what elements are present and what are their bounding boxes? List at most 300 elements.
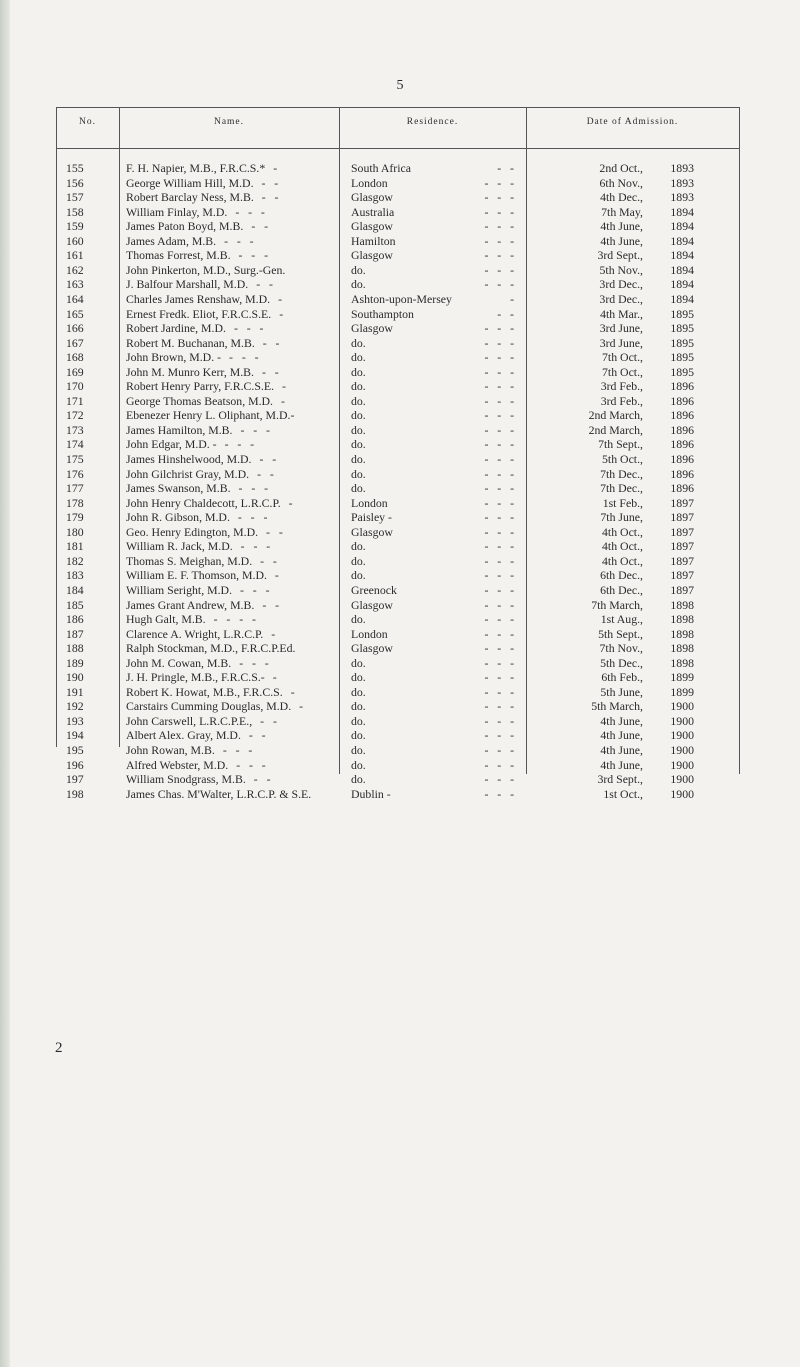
residence-leader-dashes: - - -	[484, 408, 514, 423]
cell-admission-day: 4th June,	[600, 233, 643, 248]
name-text: Thomas Forrest, M.B.	[126, 248, 231, 263]
cell-number: 186	[66, 612, 84, 627]
cell-number: 183	[66, 568, 84, 583]
residence-text: do.	[351, 655, 366, 670]
residence-leader-dashes: - - -	[484, 321, 514, 336]
name-text: William Snodgrass, M.B.	[126, 772, 246, 787]
name-leader-dashes: - -	[259, 452, 277, 466]
cell-admission-day: 4th Oct.,	[602, 553, 643, 568]
table-row	[56, 394, 740, 409]
cell-number: 163	[66, 277, 84, 292]
cell-admission-year: 1899	[670, 670, 694, 685]
name-leader-dashes: -	[281, 393, 285, 408]
cell-residence	[351, 728, 526, 743]
residence-leader-dashes: - - -	[484, 568, 514, 583]
cell-admission-year: 1893	[670, 161, 694, 175]
name-leader-dashes: - - -	[240, 582, 270, 597]
cell-residence	[351, 583, 526, 598]
residence-text: Glasgow	[351, 524, 393, 539]
cell-residence	[351, 161, 526, 176]
residence-leader-dashes: - - -	[484, 364, 514, 379]
cell-admission-day: 3rd Sept.,	[597, 248, 643, 263]
name-text: James Hamilton, M.B.	[126, 422, 233, 437]
table-row	[56, 743, 740, 758]
cell-admission-day: 5th June,	[600, 684, 643, 699]
cell-number: 170	[66, 379, 84, 394]
residence-leader-dashes: - - -	[484, 422, 514, 437]
name-leader-dashes: - -	[248, 728, 266, 743]
residence-leader-dashes: - - -	[484, 248, 514, 263]
cell-residence	[351, 437, 526, 452]
name-text: John Pinkerton, M.D., Surg.-Gen.	[126, 262, 286, 277]
name-text: Ebenezer Henry L. Oliphant, M.D.-	[126, 408, 295, 423]
cell-number: 180	[66, 524, 84, 539]
cell-residence	[351, 685, 526, 700]
cell-admission-day: 1st Oct.,	[603, 786, 643, 801]
table-row	[56, 176, 740, 191]
residence-text: do.	[351, 713, 366, 728]
residence-text: do.	[351, 437, 366, 452]
residence-text: Glasgow	[351, 641, 393, 656]
name-text: J. H. Pringle, M.B., F.R.C.S.-	[126, 670, 265, 685]
cell-number: 159	[66, 219, 84, 234]
cell-admission-year: 1900	[670, 699, 694, 714]
cell-number: 173	[66, 422, 84, 437]
cell-number: 198	[66, 786, 84, 801]
residence-text: do.	[351, 743, 366, 757]
residence-leader-dashes: - - -	[484, 495, 514, 510]
residence-leader-dashes: - - -	[484, 466, 514, 481]
name-text: Robert K. Howat, M.B., F.R.C.S.	[126, 684, 283, 699]
cell-admission-year: 1893	[670, 190, 694, 205]
cell-admission-day: 3rd June,	[599, 321, 643, 336]
name-leader-dashes: - - -	[233, 321, 264, 336]
table-row	[56, 467, 740, 482]
residence-leader-dashes: - - -	[484, 379, 514, 394]
cell-residence	[351, 699, 526, 714]
header-date-of-admission: Date of Admission.	[586, 117, 679, 127]
name-leader-dashes: - -	[261, 190, 279, 205]
residence-text: Southampton	[351, 306, 414, 321]
cell-residence	[351, 539, 526, 554]
cell-admission-year: 1900	[670, 713, 694, 728]
residence-leader-dashes: - - -	[484, 743, 514, 757]
name-leader-dashes: - -	[262, 597, 280, 612]
name-leader-dashes: -	[278, 291, 282, 306]
residence-text: Glasgow	[351, 219, 393, 234]
name-text: John M. Cowan, M.B.	[126, 655, 232, 670]
cell-admission-day: 4th June,	[600, 713, 643, 728]
cell-admission-day: 4th Dec.,	[600, 190, 643, 205]
cell-residence	[351, 350, 526, 365]
cell-admission-day: 5th Sept.,	[598, 626, 643, 641]
table-row	[56, 787, 740, 802]
cell-admission-day: 6th Dec.,	[600, 568, 643, 583]
cell-residence	[351, 190, 526, 205]
cell-number: 165	[66, 306, 84, 321]
cell-admission-day: 6th Dec.,	[600, 582, 643, 597]
cell-number: 181	[66, 539, 84, 554]
residence-text: do.	[351, 772, 366, 787]
cell-number: 176	[66, 466, 84, 481]
name-text: James Hinshelwood, M.D.	[126, 452, 252, 466]
name-text: Carstairs Cumming Douglas, M.D.	[126, 699, 292, 714]
residence-text: do.	[351, 539, 366, 554]
name-text: Ralph Stockman, M.D., F.R.C.P.Ed.	[126, 641, 296, 656]
name-text: J. Balfour Marshall, M.D.	[126, 277, 249, 292]
residence-leader-dashes: - - -	[484, 684, 514, 699]
name-text: George Thomas Beatson, M.D.	[126, 393, 274, 408]
table-row	[56, 568, 740, 583]
residence-leader-dashes: - -	[497, 161, 514, 175]
cell-number: 158	[66, 204, 84, 219]
cell-admission-year: 1897	[670, 524, 694, 539]
residence-text: Greenock	[351, 582, 397, 597]
residence-text: London	[351, 175, 388, 190]
name-leader-dashes: -	[271, 626, 276, 641]
cell-admission-day: 4th June,	[600, 757, 643, 772]
name-leader-dashes: - - -	[239, 655, 269, 670]
cell-residence	[351, 670, 526, 685]
cell-number: 195	[66, 743, 84, 757]
name-leader-dashes: - -	[261, 175, 279, 190]
cell-admission-day: 3rd Feb.,	[600, 379, 643, 394]
table-row	[56, 219, 740, 234]
table-row	[56, 234, 740, 249]
cell-residence	[351, 758, 526, 773]
table-row	[56, 714, 740, 729]
cell-admission-day: 3rd Sept.,	[597, 772, 643, 787]
residence-leader-dashes: - - -	[484, 190, 514, 205]
table-row	[56, 554, 740, 569]
residence-leader-dashes: - - -	[484, 350, 514, 365]
name-leader-dashes: - - -	[222, 743, 253, 757]
table-row	[56, 728, 740, 743]
cell-admission-day: 2nd Oct.,	[599, 161, 643, 175]
residence-leader-dashes: - - -	[484, 452, 514, 466]
cell-residence	[351, 510, 526, 525]
residence-leader-dashes: - - -	[484, 772, 514, 787]
cell-admission-day: 4th Oct.,	[602, 524, 643, 539]
cell-admission-year: 1894	[670, 277, 694, 292]
name-leader-dashes: -	[290, 684, 295, 699]
cell-residence	[351, 336, 526, 351]
cell-admission-year: 1896	[670, 452, 694, 466]
cell-admission-year: 1896	[670, 393, 694, 408]
cell-admission-day: 2nd March,	[588, 408, 643, 423]
cell-number: 157	[66, 190, 84, 205]
residence-text: do.	[351, 684, 366, 699]
table-row	[56, 583, 740, 598]
cell-admission-year: 1900	[670, 772, 694, 787]
table-row	[56, 307, 740, 322]
table-row	[56, 510, 740, 525]
cell-residence	[351, 292, 526, 307]
cell-admission-year: 1900	[670, 786, 694, 801]
table-row	[56, 263, 740, 278]
cell-number: 192	[66, 699, 84, 714]
cell-number: 196	[66, 757, 84, 772]
residence-text: do.	[351, 335, 366, 350]
printer-signature-mark: 2	[55, 1040, 63, 1056]
cell-admission-day: 2nd March,	[588, 422, 643, 437]
name-text: Clarence A. Wright, L.R.C.P.	[126, 626, 264, 641]
table-row	[56, 365, 740, 380]
residence-leader-dashes: - - -	[484, 539, 514, 554]
cell-admission-day: 3rd June,	[599, 335, 643, 350]
cell-admission-year: 1899	[670, 684, 694, 699]
cell-admission-day: 7th Dec.,	[600, 466, 643, 481]
residence-text: do.	[351, 277, 366, 292]
cell-admission-year: 1898	[670, 641, 694, 656]
table-row	[56, 248, 740, 263]
cell-admission-year: 1897	[670, 568, 694, 583]
cell-admission-year: 1895	[670, 335, 694, 350]
cell-number: 188	[66, 641, 84, 656]
residence-text: do.	[351, 612, 366, 627]
cell-residence	[351, 525, 526, 540]
cell-residence	[351, 714, 526, 729]
cell-admission-day: 4th Oct.,	[602, 539, 643, 554]
name-leader-dashes: -	[272, 670, 277, 685]
name-text: James Adam, M.B.	[126, 233, 217, 248]
cell-residence	[351, 772, 526, 787]
name-leader-dashes: - -	[256, 277, 273, 292]
cell-admission-year: 1894	[670, 248, 694, 263]
residence-leader-dashes: - - -	[484, 335, 514, 350]
residence-leader-dashes: - - -	[484, 641, 514, 656]
page-number: 5	[396, 78, 404, 93]
residence-text: do.	[351, 466, 366, 481]
cell-admission-year: 1893	[670, 175, 694, 190]
name-text: William Finlay, M.D.	[126, 204, 228, 219]
cell-admission-year: 1895	[670, 350, 694, 365]
table-row	[56, 161, 740, 176]
residence-text: South Africa	[351, 161, 411, 175]
name-text: John Brown, M.D. -	[126, 350, 222, 365]
cell-number: 160	[66, 233, 84, 248]
cell-residence	[351, 743, 526, 758]
residence-leader-dashes: - - -	[484, 597, 514, 612]
residence-leader-dashes: - - -	[484, 582, 514, 597]
residence-text: London	[351, 626, 388, 641]
name-text: Robert Barclay Ness, M.B.	[126, 190, 254, 205]
name-text: James Paton Boyd, M.B.	[126, 219, 244, 234]
table-row	[56, 758, 740, 773]
residence-text: Hamilton	[351, 233, 396, 248]
residence-text: do.	[351, 364, 366, 379]
cell-admission-year: 1894	[670, 262, 694, 277]
name-text: John M. Munro Kerr, M.B.	[126, 364, 254, 379]
cell-residence	[351, 248, 526, 263]
table-row	[56, 350, 740, 365]
table-row	[56, 612, 740, 627]
residence-text: Australia	[351, 204, 395, 219]
cell-residence	[351, 379, 526, 394]
cell-residence	[351, 394, 526, 409]
residence-text: do.	[351, 568, 366, 583]
name-leader-dashes: - - -	[235, 204, 265, 219]
cell-admission-day: 7th Dec.,	[600, 481, 643, 496]
residence-leader-dashes: - - -	[484, 713, 514, 728]
cell-admission-day: 4th June,	[600, 219, 643, 234]
name-leader-dashes: - -	[262, 335, 280, 350]
residence-leader-dashes: - - -	[484, 524, 514, 539]
name-text: Thomas S. Meighan, M.D.	[126, 553, 253, 568]
name-leader-dashes: - -	[261, 364, 279, 379]
name-text: William E. F. Thomson, M.D.	[126, 568, 267, 583]
cell-number: 175	[66, 452, 84, 466]
residence-leader-dashes: - - -	[484, 786, 514, 801]
cell-residence	[351, 598, 526, 613]
cell-admission-day: 1st Feb.,	[602, 495, 643, 510]
table-row	[56, 277, 740, 292]
cell-admission-day: 5th Dec.,	[600, 655, 643, 670]
residence-text: Glasgow	[351, 597, 393, 612]
name-text: Alfred Webster, M.D.	[126, 757, 229, 772]
cell-admission-year: 1897	[670, 582, 694, 597]
residence-leader-dashes: - - -	[484, 262, 514, 277]
name-text: Albert Alex. Gray, M.D.	[126, 728, 241, 743]
cell-admission-day: 1st Aug.,	[600, 612, 643, 627]
cell-residence	[351, 656, 526, 671]
residence-text: do.	[351, 408, 366, 423]
residence-leader-dashes: - - -	[484, 277, 514, 292]
cell-admission-year: 1897	[670, 539, 694, 554]
table-row	[56, 656, 740, 671]
cell-admission-year: 1894	[670, 291, 694, 306]
residence-leader-dashes: - - -	[484, 699, 514, 714]
name-leader-dashes: - - -	[224, 437, 255, 452]
cell-admission-year: 1897	[670, 495, 694, 510]
cell-number: 174	[66, 437, 84, 452]
table-row	[56, 437, 740, 452]
residence-text: do.	[351, 481, 366, 496]
cell-number: 193	[66, 713, 84, 728]
cell-admission-year: 1896	[670, 379, 694, 394]
cell-admission-year: 1900	[670, 728, 694, 743]
table-row	[56, 423, 740, 438]
residence-leader-dashes: - - -	[484, 219, 514, 234]
cell-number: 166	[66, 321, 84, 336]
cell-admission-day: 7th June,	[600, 510, 643, 525]
header-name: Name.	[213, 117, 245, 127]
residence-text: do.	[351, 379, 366, 394]
cell-residence	[351, 612, 526, 627]
residence-leader-dashes: - - -	[484, 510, 514, 525]
cell-number: 177	[66, 481, 84, 496]
cell-admission-year: 1900	[670, 757, 694, 772]
residence-leader-dashes: - - -	[484, 612, 514, 627]
table-row	[56, 670, 740, 685]
name-leader-dashes: -	[273, 161, 278, 175]
residence-text: do.	[351, 452, 366, 466]
name-leader-dashes: - - -	[238, 248, 269, 263]
cell-number: 190	[66, 670, 84, 685]
name-text: Charles James Renshaw, M.D.	[126, 291, 271, 306]
cell-admission-day: 7th May,	[601, 204, 643, 219]
cell-number: 169	[66, 364, 84, 379]
name-text: John Henry Chaldecott, L.R.C.P.	[126, 495, 281, 510]
residence-leader-dashes: - - -	[484, 175, 514, 190]
name-leader-dashes: - - -	[224, 233, 254, 248]
cell-admission-year: 1895	[670, 364, 694, 379]
table-row	[56, 379, 740, 394]
table-row	[56, 627, 740, 642]
name-text: Geo. Henry Edington, M.D.	[126, 524, 259, 539]
cell-number: 171	[66, 393, 84, 408]
cell-residence	[351, 787, 526, 802]
name-text: Hugh Galt, M.B.	[126, 612, 206, 627]
table-row	[56, 525, 740, 540]
name-text: James Grant Andrew, M.B.	[126, 597, 255, 612]
table-row	[56, 496, 740, 511]
residence-text: do.	[351, 757, 366, 772]
name-text: James Chas. M'Walter, L.R.C.P. & S.E.	[126, 786, 312, 801]
table-row	[56, 539, 740, 554]
name-text: William Seright, M.D.	[126, 582, 233, 597]
cell-residence	[351, 627, 526, 642]
table-top-rule	[56, 107, 740, 108]
residence-text: Glasgow	[351, 190, 393, 205]
cell-number: 156	[66, 175, 84, 190]
cell-residence	[351, 234, 526, 249]
residence-text: London	[351, 495, 388, 510]
residence-text: do.	[351, 350, 366, 365]
table-row	[56, 481, 740, 496]
name-text: John R. Gibson, M.D.	[126, 510, 230, 525]
table-row	[56, 205, 740, 220]
cell-admission-day: 4th June,	[600, 743, 643, 757]
cell-residence	[351, 481, 526, 496]
cell-residence	[351, 554, 526, 569]
cell-number: 184	[66, 582, 84, 597]
cell-number: 172	[66, 408, 84, 423]
name-leader-dashes: - - -	[240, 422, 270, 437]
residence-text: Glasgow	[351, 321, 393, 336]
name-leader-dashes: - - -	[238, 481, 269, 496]
residence-text: do.	[351, 699, 366, 714]
cell-number: 194	[66, 728, 84, 743]
cell-residence	[351, 452, 526, 467]
cell-number: 167	[66, 335, 84, 350]
cell-residence	[351, 307, 526, 322]
residence-text: do.	[351, 262, 366, 277]
name-leader-dashes: - -	[253, 772, 271, 787]
cell-admission-year: 1895	[670, 321, 694, 336]
cell-residence	[351, 423, 526, 438]
name-leader-dashes: -	[288, 495, 293, 510]
residence-leader-dashes: - - -	[484, 204, 514, 219]
residence-text: do.	[351, 393, 366, 408]
residence-leader-dashes: - - -	[484, 626, 514, 641]
table-row	[56, 598, 740, 613]
cell-residence	[351, 205, 526, 220]
cell-admission-year: 1897	[670, 553, 694, 568]
name-text: John Carswell, L.R.C.P.E.,	[126, 713, 253, 728]
cell-residence	[351, 641, 526, 656]
cell-admission-day: 7th Nov.,	[599, 641, 643, 656]
cell-number: 187	[66, 626, 84, 641]
name-leader-dashes: - -	[260, 553, 277, 568]
cell-residence	[351, 365, 526, 380]
name-text: John Edgar, M.D. -	[126, 437, 217, 452]
name-leader-dashes: -	[282, 379, 286, 394]
cell-number: 164	[66, 291, 84, 306]
cell-admission-year: 1896	[670, 408, 694, 423]
cell-admission-day: 7th Oct.,	[602, 350, 643, 365]
cell-admission-year: 1894	[670, 219, 694, 234]
